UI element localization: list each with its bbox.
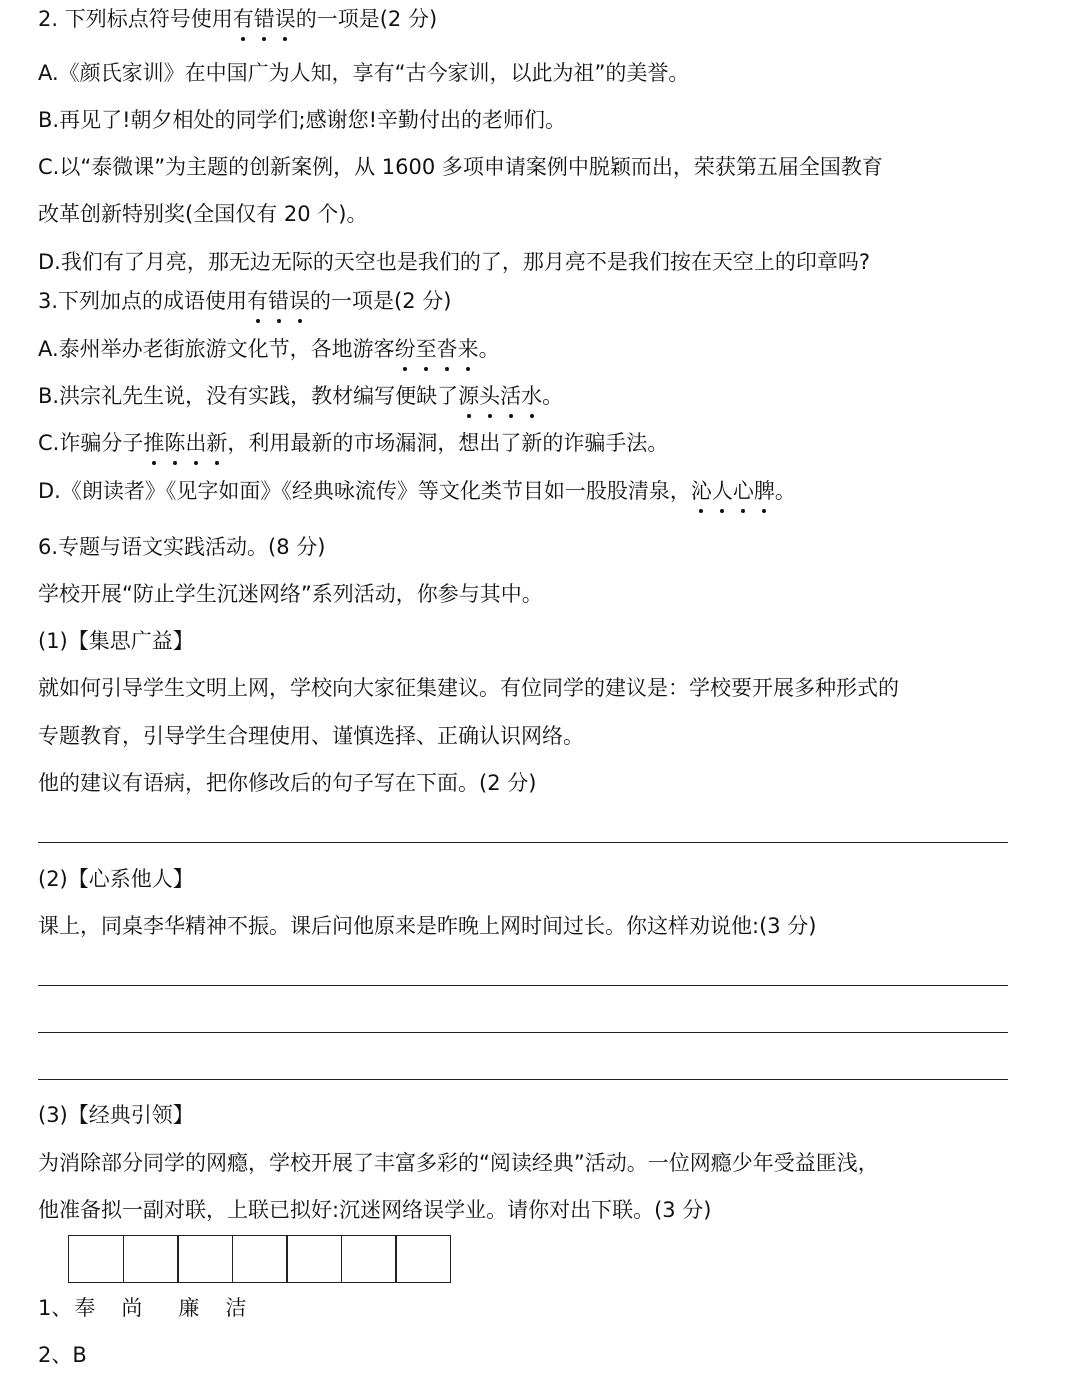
q6-part2-line1: 课上，同桌李华精神不振。课后问他原来是昨晚上网时间过长。你这样劝说他:(3 分) — [38, 914, 817, 938]
q6-part3-heading: (3)【经典引领】 — [38, 1103, 194, 1127]
emphasis-char: 错 — [254, 4, 275, 34]
couplet-cell[interactable] — [232, 1235, 288, 1283]
couplet-cell[interactable] — [341, 1235, 397, 1283]
couplet-cell[interactable] — [68, 1235, 124, 1283]
q2-option-b: B.再见了!朝夕相处的同学们;感谢您!辛勤付出的老师们。 — [38, 108, 566, 132]
answer-1-char: 奉 — [74, 1296, 96, 1320]
q3-option-d: D.《朗读者》《见字如面》《经典咏流传》等文化类节目如一股股清泉，沁人心脾。 — [38, 476, 796, 506]
q3-option-a: A.泰州举办老街旅游文化节，各地游客纷至沓来。 — [38, 334, 500, 364]
couplet-cell[interactable] — [395, 1235, 451, 1283]
q6-part1-line3: 他的建议有语病，把你修改后的句子写在下面。(2 分) — [38, 771, 537, 795]
emphasis-char: 水 — [521, 381, 542, 411]
emphasis-char: 脾 — [754, 476, 775, 506]
q6-part1-line1: 就如何引导学生文明上网，学校向大家征集建议。有位同学的建议是：学校要开展多种形式的 — [38, 676, 899, 700]
couplet-answer-grid — [68, 1235, 451, 1283]
q6-part1-heading: (1)【集思广益】 — [38, 629, 194, 653]
emphasis-char: 人 — [712, 476, 733, 506]
emphasis-char: 沁 — [691, 476, 712, 506]
emphasis-char: 推 — [143, 428, 164, 458]
q2-stem-emphasis — [233, 7, 296, 31]
couplet-cell[interactable] — [177, 1235, 233, 1283]
q3-stem: 3.下列加点的成语使用有错误的一项是(2 分) — [38, 286, 451, 316]
answer-1-char: 洁 — [225, 1296, 247, 1320]
emphasis-char: 纷 — [395, 334, 416, 364]
answer-1-char: 尚 — [121, 1296, 143, 1320]
emphasis-char: 活 — [500, 381, 521, 411]
q6-part2-heading: (2)【心系他人】 — [38, 867, 194, 891]
emphasis-char: 有 — [247, 286, 268, 316]
q3-option-d-idiom — [691, 479, 775, 503]
answer-line-3[interactable] — [38, 1032, 1008, 1033]
emphasis-char: 源 — [458, 381, 479, 411]
emphasis-char: 错 — [268, 286, 289, 316]
emphasis-char: 头 — [479, 381, 500, 411]
emphasis-char: 误 — [275, 4, 296, 34]
q3-option-b-idiom — [458, 384, 542, 408]
q6-part1-line2: 专题教育，引导学生合理使用、谨慎选择、正确认识网络。 — [38, 724, 584, 748]
couplet-cell[interactable] — [286, 1235, 342, 1283]
answer-1-number: 1、 — [38, 1296, 73, 1320]
q2-stem: 2. 下列标点符号使用有错误的一项是(2 分) — [38, 4, 437, 34]
emphasis-char: 来 — [458, 334, 479, 364]
answer-1 — [38, 1293, 246, 1323]
emphasis-char: 陈 — [164, 428, 185, 458]
couplet-cell[interactable] — [123, 1235, 179, 1283]
emphasis-char: 有 — [233, 4, 254, 34]
q3-option-b: B.洪宗礼先生说，没有实践，教材编写便缺了源头活水。 — [38, 381, 563, 411]
q6-title: 6.专题与语文实践活动。(8 分) — [38, 535, 326, 559]
answer-line-4[interactable] — [38, 1079, 1008, 1080]
q6-part3-line1: 为消除部分同学的网瘾，学校开展了丰富多彩的“阅读经典”活动。一位网瘾少年受益匪浅， — [38, 1151, 879, 1175]
emphasis-char: 新 — [206, 428, 227, 458]
emphasis-char: 误 — [289, 286, 310, 316]
emphasis-char: 至 — [416, 334, 437, 364]
q3-option-a-idiom — [395, 337, 479, 361]
q6-intro: 学校开展“防止学生沉迷网络”系列活动，你参与其中。 — [38, 582, 543, 606]
emphasis-char: 心 — [733, 476, 754, 506]
emphasis-char: 出 — [185, 428, 206, 458]
emphasis-char: 沓 — [437, 334, 458, 364]
q3-option-c: C.诈骗分子推陈出新，利用最新的市场漏洞，想出了新的诈骗手法。 — [38, 428, 668, 458]
q2-option-c-line2: 改革创新特别奖(全国仅有 20 个)。 — [38, 202, 368, 226]
q3-option-c-idiom — [143, 431, 227, 455]
answer-1-char: 廉 — [178, 1296, 200, 1320]
q2-option-d: D.我们有了月亮，那无边无际的天空也是我们的了，那月亮不是我们按在天空上的印章吗? — [38, 250, 870, 274]
q3-stem-emphasis — [247, 289, 310, 313]
q6-part3-line2: 他准备拟一副对联，上联已拟好:沉迷网络误学业。请你对出下联。(3 分) — [38, 1198, 712, 1222]
q2-option-c-line1: C.以“泰微课”为主题的创新案例，从 1600 多项申请案例中脱颖而出，荣获第五届全国教育 — [38, 155, 883, 179]
q2-option-a: A.《颜氏家训》在中国广为人知，享有“古今家训，以此为祖”的美誉。 — [38, 61, 690, 85]
answer-2: 2、B — [38, 1343, 87, 1367]
answer-line-2[interactable] — [38, 985, 1008, 986]
answer-line-1[interactable] — [38, 842, 1008, 843]
